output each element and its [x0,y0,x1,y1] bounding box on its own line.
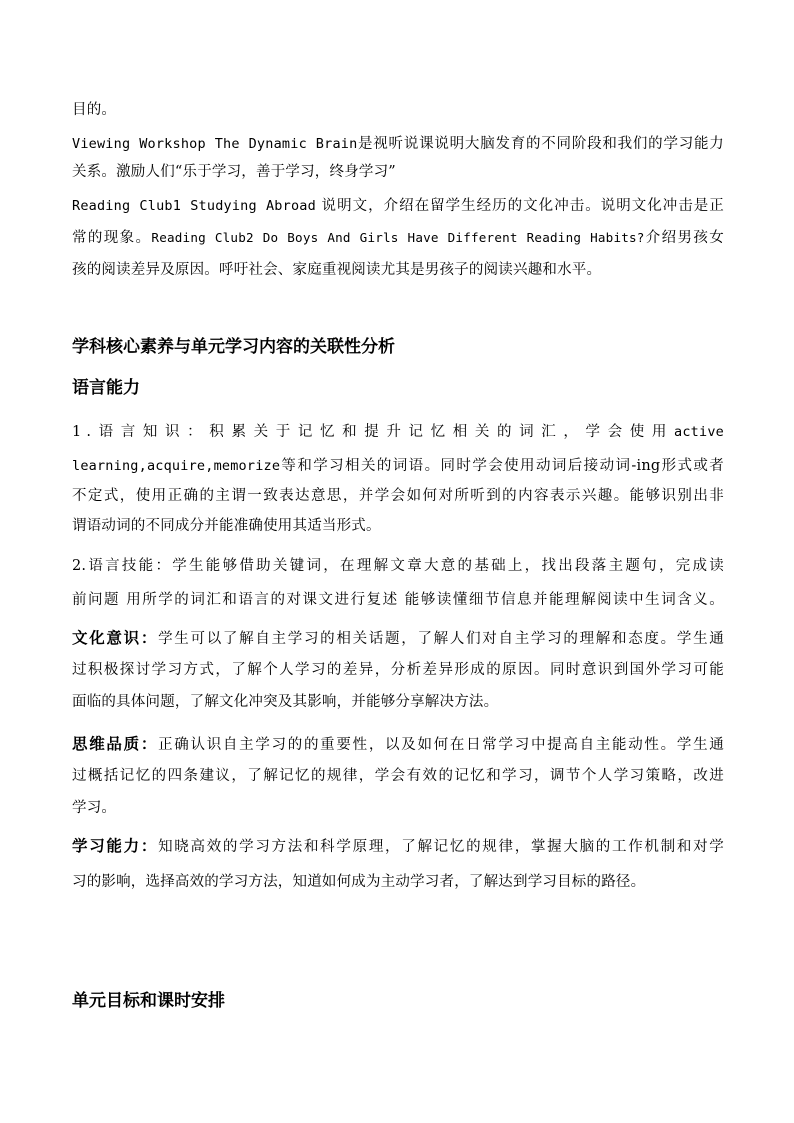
p1-line-3: 不定式，使用正确的主谓一致表达意思，并学会如何对所听到的内容表示兴趣。能够识别出非 [72,488,724,504]
thinking-text: 正确认识自主学习的的重要性，以及如何在日常学习中提高自主能动性。学生通 [158,737,724,753]
p1-line-4: 谓语动词的不同成分并能准确使用其适当形式。 [72,518,381,534]
club1-desc: 说明文，介绍在留学生经历的文化冲击。说明文化冲击是正 [315,198,724,214]
thinking-line-3: 学习。 [72,800,117,816]
learning-label: 学习能力： [72,837,159,855]
club1-title: Reading Club1 Studying Abroad [72,198,316,214]
p2-line-2: 前问题 用所学的词汇和语言的对课文进行复述 能够读懂细节信息并能理解阅读中生词含义。 [72,592,724,608]
p1-terms: learning,acquire,memorize [72,458,281,474]
subtitle-language-ability: 语言能力 [72,378,140,398]
p1-text-2: 等和学习相关的词语。同时学会使用动词后接动词-ing形式或者 [280,458,724,474]
thinking-line-2: 过概括记忆的四条建议，了解记忆的规律，学会有效的记忆和学习，调节个人学习策略，改进 [72,768,724,784]
intro-line-5 [72,228,724,248]
intro-line-6: 孩的阅读差异及原因。呼吁社会、家庭重视阅读尤其是男孩子的阅读兴趣和水平。 [72,262,602,278]
culture-line-1 [72,628,724,649]
p1-line-2 [72,456,724,476]
p1-term: active [674,424,724,440]
section-title-unit-goals: 单元目标和课时安排 [72,991,225,1011]
intro-line-4 [72,196,724,216]
workshop-desc: 是视听说课说明大脑发育的不同阶段和我们的学习能力 [357,136,724,152]
club2-title: Reading Club2 Do Boys And Girls Have Different Reading Habits? [151,230,645,245]
club-text-b: 介绍男孩女 [644,230,724,246]
intro-line-3: 关系。激励人们“乐于学习，善于学习，终身学习” [72,164,396,180]
thinking-line-1 [72,734,724,755]
thinking-label: 思维品质： [72,735,159,753]
p1-line-1 [72,422,724,442]
intro-line-2 [72,134,724,154]
section-title-core-literacy: 学科核心素养与单元学习内容的关联性分析 [72,337,395,357]
culture-label: 文化意识： [72,629,159,647]
p1-text: 1.语言知识：积累关于记忆和提升记忆相关的词汇，学会使用 [72,424,675,440]
culture-text: 学生可以了解自主学习的相关话题，了解人们对自主学习的理解和态度。学生通 [158,631,724,647]
culture-line-2: 过积极探讨学习方式，了解个人学习的差异，分析差异形成的原因。同时意识到国外学习可能 [72,662,724,678]
culture-line-3: 面临的具体问题，了解文化冲突及其影响，并能够分享解决方法。 [72,694,499,710]
learning-line-2: 习的影响，选择高效的学习方法，知道如何成为主动学习者，了解达到学习目标的路径。 [72,874,646,890]
workshop-title: Viewing Workshop The Dynamic Brain [72,136,358,152]
learning-line-1 [72,836,724,857]
club-text-a: 常的现象。 [72,230,152,246]
p2-line-1: 2.语言技能：学生能够借助关键词，在理解文章大意的基础上，找出段落主题句，完成读 [72,558,724,574]
learning-text: 知晓高效的学习方法和科学原理，了解记忆的规律，掌握大脑的工作机制和对学 [158,839,724,855]
intro-line-1: 目的。 [72,102,117,118]
